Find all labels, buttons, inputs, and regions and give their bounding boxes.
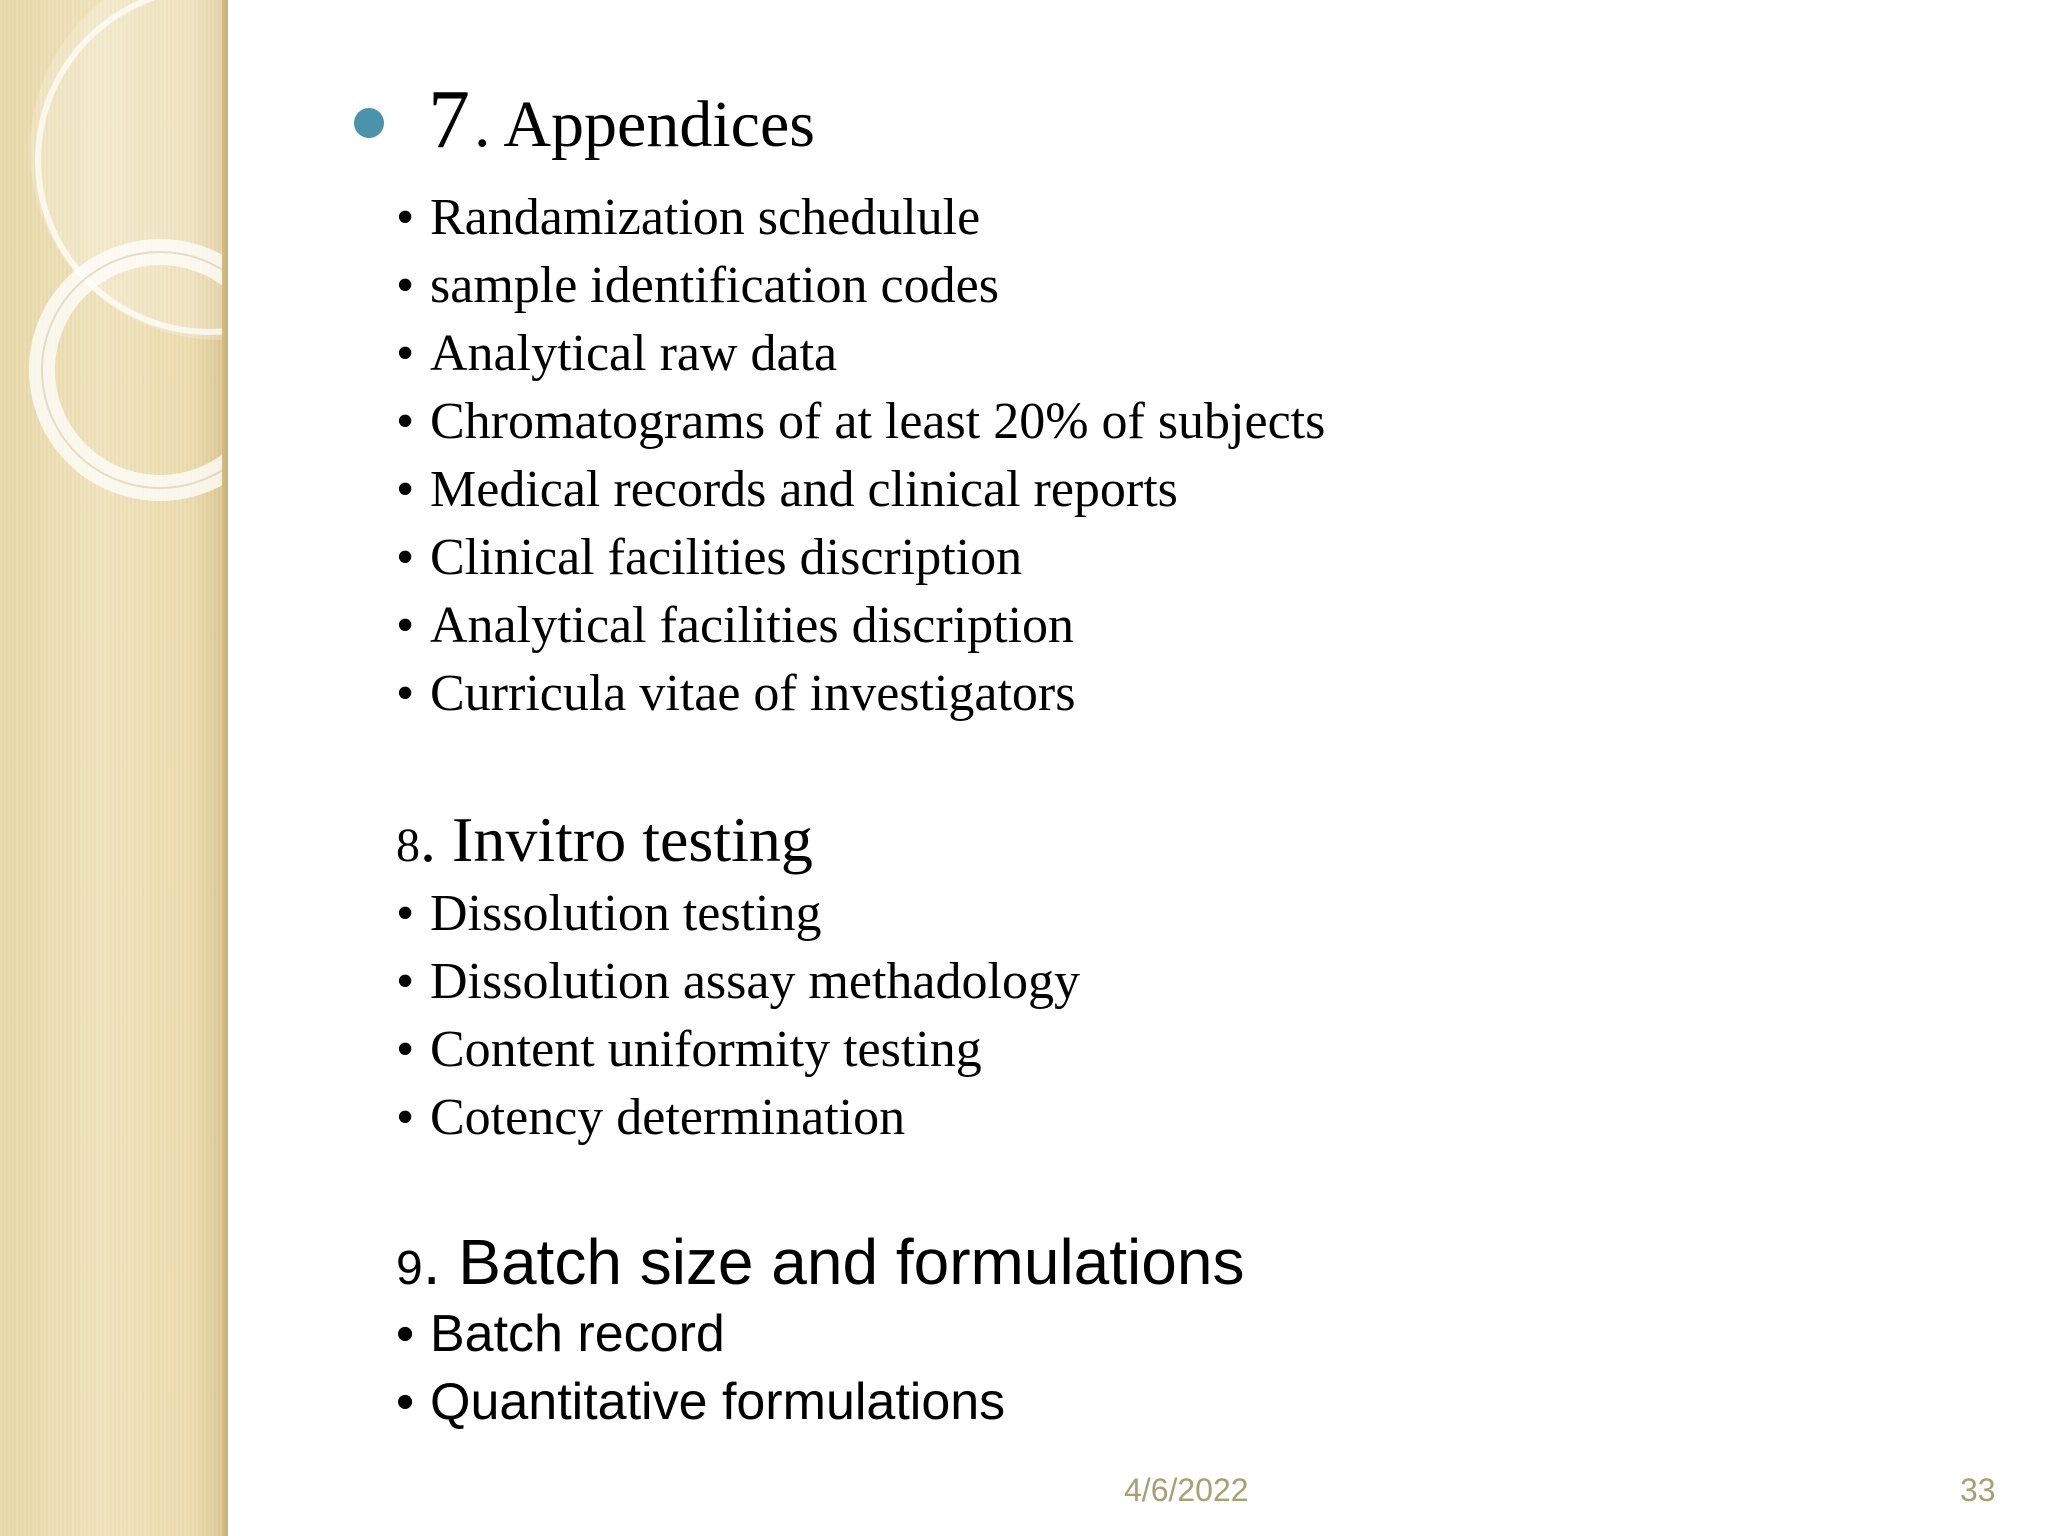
- list-item-text: Clinical facilities discription: [430, 529, 1023, 586]
- list-item-text: Analytical facilities discription: [430, 597, 1075, 654]
- list-item-text: sample identification codes: [430, 257, 999, 314]
- bullet-icon: •: [396, 257, 415, 314]
- list-item: [396, 189, 981, 246]
- list-item: [396, 1089, 906, 1146]
- list-item-text: Quantitative formulations: [430, 1373, 1006, 1431]
- bullet-icon: •: [396, 461, 415, 518]
- list-item-text: Dissolution assay methadology: [430, 953, 1080, 1010]
- list-item-text: Chromatograms of at least 20% of subjects: [430, 393, 1326, 450]
- list-item: [396, 1305, 725, 1363]
- list-item-text: Content uniformity testing: [430, 1021, 982, 1078]
- list-item: [396, 461, 1178, 518]
- list-item: [396, 597, 1075, 654]
- bullet-icon: •: [396, 1021, 415, 1078]
- list-item: [396, 885, 822, 942]
- bullet-icon: •: [396, 597, 415, 654]
- list-item-text: Dissolution testing: [430, 885, 822, 942]
- list-item-text: Randamization schedulule: [430, 189, 981, 246]
- page-number: 33: [1960, 1472, 1996, 1508]
- bullet-icon: •: [396, 1089, 415, 1146]
- list-item-text: Cotency determination: [430, 1089, 906, 1146]
- list-item-text: Curricula vitae of investigators: [430, 665, 1076, 722]
- bullet-icon: •: [396, 325, 415, 382]
- section-9-heading: [396, 1226, 1245, 1298]
- bullet-icon: •: [396, 529, 415, 586]
- bullet-icon: •: [396, 953, 415, 1010]
- bullet-icon: •: [396, 665, 415, 722]
- section-8-number: 8: [396, 819, 420, 872]
- list-item-text: Medical records and clinical reports: [430, 461, 1178, 518]
- section-7-title: . Appendices: [474, 88, 815, 161]
- list-item-text: Batch record: [430, 1305, 725, 1363]
- bullet-icon: •: [396, 1305, 415, 1363]
- footer-date: 4/6/2022: [1124, 1472, 1249, 1508]
- bullet-icon: •: [396, 1373, 415, 1431]
- list-item: [396, 393, 1326, 450]
- bullet-icon: •: [396, 885, 415, 942]
- section-9-number: 9: [396, 1242, 423, 1295]
- section-8-heading: [396, 804, 813, 875]
- list-item: [396, 665, 1076, 722]
- bullet-icon: •: [396, 189, 415, 246]
- list-item: [396, 257, 999, 314]
- list-item: [396, 529, 1023, 586]
- list-item: [396, 1021, 982, 1078]
- list-item: [396, 325, 838, 382]
- section-7-number: 7: [428, 73, 470, 166]
- section-8-title: . Invitro testing: [420, 804, 813, 875]
- list-item: [396, 953, 1080, 1010]
- section-9-title: . Batch size and formulations: [422, 1226, 1245, 1298]
- list-item-text: Analytical raw data: [430, 325, 838, 382]
- bullet-icon: •: [396, 393, 415, 450]
- bullet-dot-icon: [354, 108, 384, 138]
- list-item: [396, 1373, 1006, 1431]
